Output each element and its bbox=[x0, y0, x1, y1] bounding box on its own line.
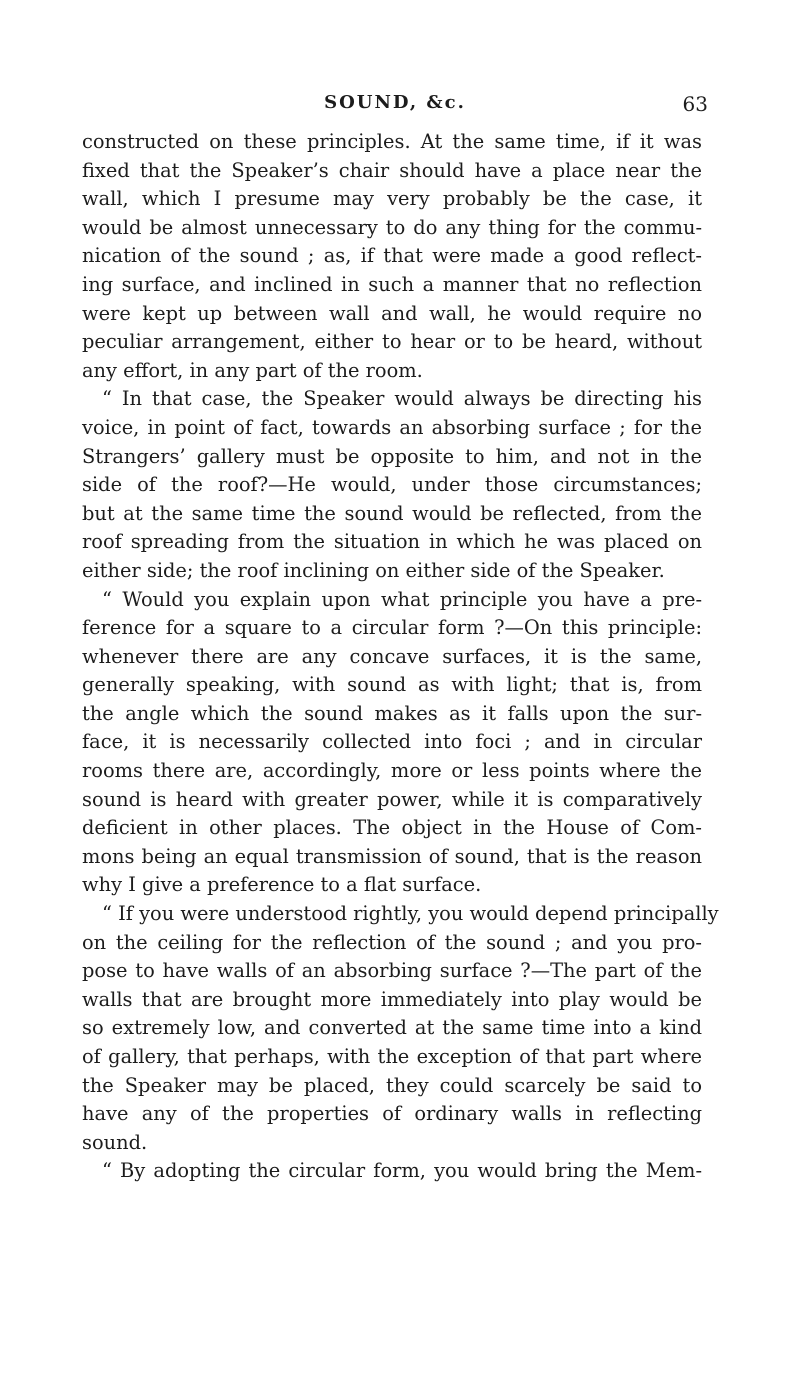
text-line: generally speaking, with sound as with light; that is, from bbox=[82, 673, 702, 697]
text-line: roof spreading from the situation in which he was placed on bbox=[82, 530, 702, 554]
page-number: 63 bbox=[682, 92, 708, 116]
text-line: why I give a preference to a flat surface. bbox=[82, 873, 482, 897]
text-line: were kept up between wall and wall, he would require no bbox=[82, 301, 702, 325]
text-line: rooms there are, accordingly, more or less points where the bbox=[82, 759, 702, 783]
text-line: any effort, in any part of the room. bbox=[82, 358, 423, 382]
text-line: “ If you were understood rightly, you would depend principally bbox=[102, 902, 719, 926]
text-line: have any of the properties of ordinary walls in reflecting bbox=[82, 1102, 702, 1126]
running-title: SOUND, &c. bbox=[324, 92, 466, 113]
running-head bbox=[82, 92, 708, 116]
text-line: “ Would you explain upon what principle you have a pre- bbox=[102, 587, 702, 611]
text-line: either side; the roof inclining on either side of the Speaker. bbox=[82, 558, 665, 582]
text-line: but at the same time the sound would be reflected, from the bbox=[82, 501, 702, 525]
text-line: pose to have walls of an absorbing surface ?—The part of the bbox=[82, 959, 702, 983]
text-line: constructed on these principles. At the same time, if it was bbox=[82, 130, 702, 153]
text-line: fixed that the Speaker’s chair should have a place near the bbox=[82, 158, 702, 182]
text-line: Strangers’ gallery must be opposite to him, and not in the bbox=[82, 444, 702, 468]
text-line: deficient in other places. The object in the House of Com- bbox=[82, 816, 702, 840]
text-line: walls that are brought more immediately into play would be bbox=[82, 987, 702, 1011]
text-line: sound. bbox=[82, 1130, 148, 1154]
text-line: nication of the sound ; as, if that were made a good reflect- bbox=[82, 244, 702, 268]
text-line: side of the roof?—He would, under those circumstances; bbox=[82, 473, 702, 497]
body-text bbox=[82, 128, 719, 1186]
text-line: the Speaker may be placed, they could scarcely be said to bbox=[82, 1073, 702, 1097]
text-line: the angle which the sound makes as it falls upon the sur- bbox=[82, 701, 702, 725]
text-line: voice, in point of fact, towards an absorbing surface ; for the bbox=[82, 415, 702, 439]
text-line: of gallery, that perhaps, with the exception of that part where bbox=[82, 1045, 702, 1068]
text-line: so extremely low, and converted at the same time into a kind bbox=[82, 1016, 702, 1040]
text-line: face, it is necessarily collected into foci ; and in circular bbox=[82, 730, 702, 754]
text-line: peculiar arrangement, either to hear or to be heard, without bbox=[82, 330, 702, 354]
text-line: ference for a square to a circular form ?—On this principle: bbox=[82, 616, 702, 640]
text-line: “ By adopting the circular form, you would bring the Mem- bbox=[102, 1159, 702, 1183]
text-line: wall, which I presume may very probably be the case, it bbox=[82, 187, 702, 211]
text-line: would be almost unnecessary to do any thing for the commu- bbox=[82, 215, 702, 239]
text-line: ing surface, and inclined in such a manner that no reflection bbox=[82, 272, 702, 296]
text-line: on the ceiling for the reflection of the sound ; and you pro- bbox=[82, 930, 702, 954]
text-line: whenever there are any concave surfaces, it is the same, bbox=[82, 644, 702, 668]
text-line: “ In that case, the Speaker would always be directing his bbox=[102, 387, 702, 411]
text-line: sound is heard with greater power, while it is comparatively bbox=[82, 787, 702, 811]
text-line: mons being an equal transmission of sound, that is the reason bbox=[82, 844, 702, 868]
